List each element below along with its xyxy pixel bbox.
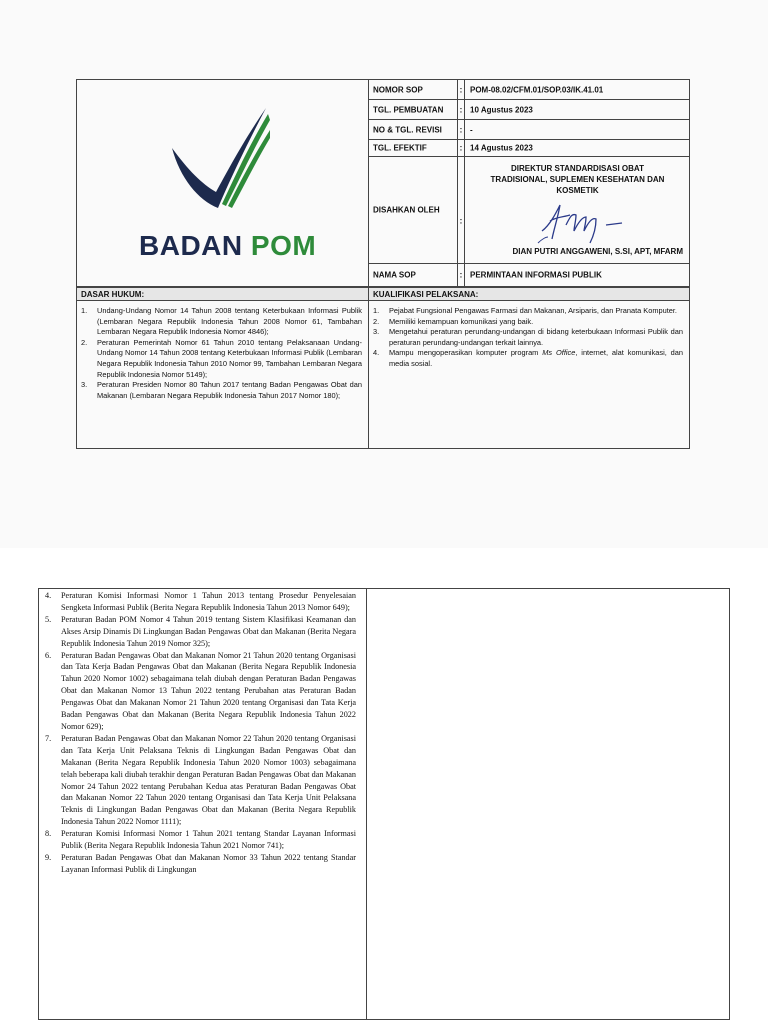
list-item: 5. Peraturan Badan POM Nomor 4 Tahun 2019 tentang Sistem Klasifikasi Keamanan dan Akses Arsip Dinamis Di Lingkungan Badan Pengawas Obat dan Makanan (Berita Negara Republik Indonesia Tahun 2019 Nomor 325); [45,614,356,648]
meta-separator: : [457,100,465,119]
meta-separator: : [457,264,465,286]
sop-header-table [76,79,690,287]
approver-title: DIREKTUR STANDARDISASI OBAT TRADISIONAL, SUPLEMEN KESEHATAN DAN KOSMETIK [490,164,665,195]
approver-name: DIAN PUTRI ANGGAWENI, S.SI, APT, MFARM [512,247,683,256]
list-item: 9. Peraturan Badan Pengawas Obat dan Makanan Nomor 33 Tahun 2022 tentang Standar Layanan Informasi Publik di Lingkungan [45,852,356,874]
meta-key: DISAHKAN OLEH [373,205,440,215]
list-item: 3. Peraturan Presiden Nomor 80 Tahun 2017 tentang Badan Pengawas Obat dan Makanan (Lembaran Negara Republik Indonesia Tahun 2017 Nomor 180); [81,380,362,400]
sop-body-table-continued [38,588,730,1020]
meta-row-tgl-pembuatan [369,100,689,120]
meta-key: TGL. PEMBUATAN [373,105,444,114]
dasar-hukum-continued-list [39,589,366,876]
list-item: 4. Peraturan Komisi Informasi Nomor 1 Tahun 2013 tentang Prosedur Penyelesaian Sengketa Informasi Publik (Berita Negara Republik Indonesia Tahun 2013 Nomor 649); [45,591,356,612]
meta-value: PERMINTAAN INFORMASI PUBLIK [470,270,602,280]
list-item: 2. Peraturan Pemerintah Nomor 61 Tahun 2010 tentang Pelaksanaan Undang-Undang Nomor 14 Tahun 2008 tentang Keterbukaan Informasi Publik (Lembaran Negara Republik Indonesia Tahun 2010 Nomor 99, Tambahan Lembaran Negara Republik Indonesia Nomor 5149); [81,337,362,379]
list-item: 3. Mengetahui peraturan perundang-undangan di bidang keterbukaan Informasi Publik dan peraturan perundang-undangan terkait lainnya. [373,327,683,347]
meta-key: NAMA SOP [373,270,416,280]
meta-key: NO & TGL. REVISI [373,125,442,134]
dasar-hukum-continued-column [39,589,367,1019]
meta-row-revisi [369,120,689,140]
meta-value: POM-08.02/CFM.01/SOP.03/IK.41.01 [470,85,604,94]
list-item: 4. Mampu mengoperasikan komputer program Ms Office, internet, alat komunikasi, dan media sosial. [373,348,684,368]
dasar-hukum-column [77,287,369,448]
meta-value: 10 Agustus 2023 [470,105,533,114]
list-item: 1. Undang-Undang Nomor 14 Tahun 2008 tentang Keterbukaan Informasi Publik (Lembaran Negara Republik Indonesia Tahun 2008 Nomor 61, Tambahan Lembaran Negara Republik Indonesia Nomor 4846); [81,306,362,337]
meta-value: - [470,125,473,134]
kualifikasi-column [369,287,689,448]
meta-row-tgl-efektif [369,140,689,157]
logo-cell [77,80,369,286]
handwritten-signature [536,195,646,245]
meta-value: 14 Agustus 2023 [470,143,533,153]
badan-pom-emblem-icon [170,100,270,212]
dasar-hukum-list [77,301,368,401]
sop-body-table [76,287,690,449]
list-item: 2. Memiliki kemampuan komunikasi yang baik. [373,316,534,326]
meta-key: TGL. EFEKTIF [373,143,427,153]
meta-separator: : [457,80,465,99]
kualifikasi-continued-column [367,589,729,1019]
logo-wordmark [139,230,316,262]
list-item: 7. Peraturan Badan Pengawas Obat dan Makanan Nomor 22 Tahun 2020 tentang Organisasi dan Tata Kerja Unit Pelaksana Teknis di Lingkungan Badan Pengawas Obat dan Makanan (Berita Negara Republik Indonesia Tahun 2020 Nomor 1003) sebagaimana telah beberapa kali diubah terakhir dengan Peraturan Badan Pengawas Obat dan Makanan Nomor 24 Tahun 2022 tentang Perubahan Kedua atas Peraturan Badan Pengawas Obat dan Makanan Nomor 22 Tahun 2020 tentang Organisasi dan Tata Kerja Unit Pelaksana Teknis di Lingkungan Badan Pengawas Obat dan Makanan (Berita Negara Republik Indonesia Tahun 2022 Nomor 1111); [45,733,356,827]
meta-row-nomor-sop [369,80,689,100]
logo-text-badan: BADAN [139,230,243,261]
meta-row-disahkan-oleh [369,157,689,264]
document-page-2 [0,548,768,1024]
approver-block [466,157,689,263]
meta-key: NOMOR SOP [373,85,423,94]
kualifikasi-list [369,301,689,370]
logo-text-pom: POM [250,230,317,261]
list-item: 6. Peraturan Badan Pengawas Obat dan Makanan Nomor 21 Tahun 2020 tentang Organisasi dan Tata Kerja Badan Pengawas Obat dan Makanan (Berita Negara Republik Indonesia Tahun 2020 Nomor 1002) sebagaimana telah diubah dengan Peraturan Badan Pengawas Obat dan Makanan Nomor 13 Tahun 2022 tentang Perubahan atas Peraturan Badan Pengawas Obat dan Makanan Nomor 21 Tahun 2020 tentang Organisasi dan Tata Kerja Badan Pengawas Obat dan Makanan (Berita Negara Republik Indonesia Tahun 2022 Nomor 629); [45,650,356,731]
dasar-hukum-heading: DASAR HUKUM: [77,287,368,301]
list-item: 1. Pejabat Fungsional Pengawas Farmasi dan Makanan, Arsiparis, dan Pranata Komputer. [373,306,677,315]
meta-row-nama-sop [369,264,689,286]
meta-separator: : [457,157,465,263]
meta-separator: : [457,140,465,156]
list-item: 8. Peraturan Komisi Informasi Nomor 1 Tahun 2021 tentang Standar Layanan Informasi Publik (Berita Negara Republik Indonesia Tahun 2021 Nomor 741); [45,829,356,851]
meta-separator: : [457,120,465,139]
kualifikasi-heading: KUALIFIKASI PELAKSANA: [369,287,689,301]
